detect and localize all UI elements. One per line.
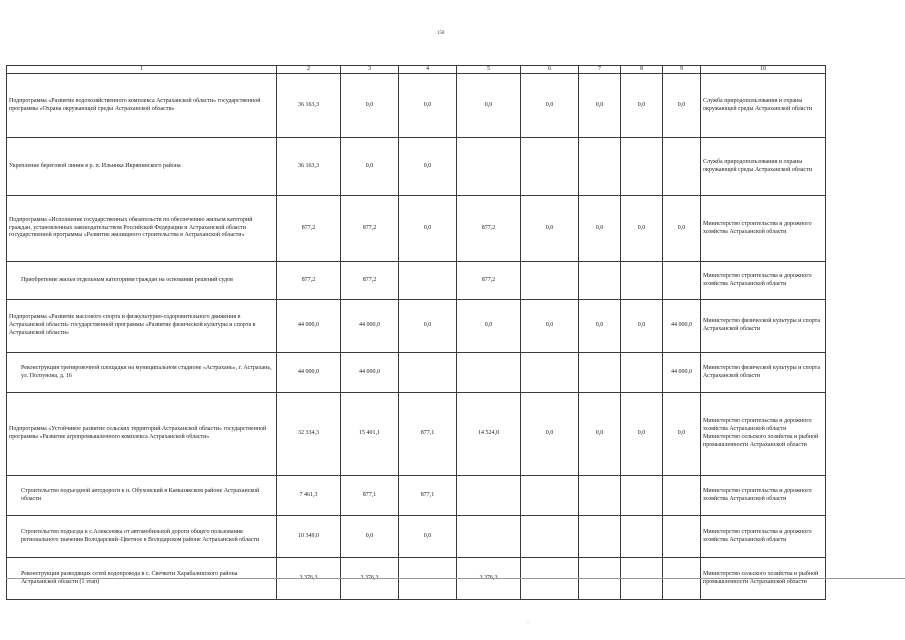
value-cell: [457, 138, 521, 196]
header-cell: 9: [663, 66, 701, 74]
table-header-row: [7, 66, 826, 74]
value-cell: 0,0: [579, 393, 621, 476]
value-cell: 0,0: [663, 74, 701, 138]
value-cell: 3 376,3: [277, 558, 341, 600]
value-cell: [579, 353, 621, 393]
responsible-cell: Служба природопользования и охраны окружающей среды Астраханской области: [701, 138, 826, 196]
program-name-cell: Подпрограмма «Устойчивое развитие сельских территорий Астраханской области» государственной программы «Развитие агропромышленного комплекса Астраханской области»: [7, 393, 277, 476]
header-cell: 2: [277, 66, 341, 74]
table-row: [7, 476, 826, 516]
value-cell: [521, 476, 579, 516]
value-cell: 0,0: [521, 74, 579, 138]
value-cell: 877,1: [341, 476, 399, 516]
value-cell: 0,0: [399, 138, 457, 196]
value-cell: 877,2: [457, 262, 521, 300]
value-cell: 0,0: [579, 300, 621, 353]
value-cell: 0,0: [579, 74, 621, 138]
project-name-cell: Реконструкция тренировочной площадки на муниципальном стадионе «Астрахань», г. Астрахань, ул. Ползунова, д. 16: [7, 353, 277, 393]
table-row: [7, 393, 826, 476]
value-cell: 44 000,0: [663, 353, 701, 393]
value-cell: 0,0: [399, 196, 457, 262]
table-row: [7, 262, 826, 300]
value-cell: [579, 262, 621, 300]
header-cell: 5: [457, 66, 521, 74]
value-cell: 877,1: [399, 393, 457, 476]
value-cell: 0,0: [341, 74, 399, 138]
value-cell: [457, 516, 521, 558]
value-cell: [399, 353, 457, 393]
value-cell: 44 000,0: [277, 353, 341, 393]
responsible-cell: Служба природопользования и охраны окружающей среды Астраханской области: [701, 74, 826, 138]
budget-table: [6, 65, 826, 600]
project-name-cell: Строительство подъездной автодороги к п. Обуховский в Камызякском районе Астраханской области: [7, 476, 277, 516]
value-cell: 36 163,3: [277, 138, 341, 196]
value-cell: [663, 516, 701, 558]
value-cell: 0,0: [457, 74, 521, 138]
value-cell: [521, 262, 579, 300]
value-cell: 32 334,3: [277, 393, 341, 476]
page-number: 158: [437, 31, 445, 36]
header-cell: 8: [621, 66, 663, 74]
value-cell: [663, 138, 701, 196]
value-cell: 0,0: [399, 74, 457, 138]
program-name-cell: Подпрограмма «Развитие водохозяйственного комплекса Астраханской области» государственной программы «Охрана окружающей среды Астраханской области»: [7, 74, 277, 138]
value-cell: 0,0: [621, 196, 663, 262]
table-row: [7, 138, 826, 196]
value-cell: [457, 476, 521, 516]
value-cell: 0,0: [521, 393, 579, 476]
table-row: [7, 353, 826, 393]
header-cell: 1: [7, 66, 277, 74]
value-cell: 877,2: [341, 196, 399, 262]
value-cell: 877,2: [457, 196, 521, 262]
header-cell: 3: [341, 66, 399, 74]
value-cell: 0,0: [621, 74, 663, 138]
value-cell: 0,0: [621, 300, 663, 353]
value-cell: [521, 353, 579, 393]
value-cell: [663, 262, 701, 300]
value-cell: [621, 353, 663, 393]
value-cell: [621, 476, 663, 516]
value-cell: [457, 353, 521, 393]
value-cell: 7 461,3: [277, 476, 341, 516]
project-name-cell: Укрепление береговой линии в р. п. Ильинка Икрянинского района: [7, 138, 277, 196]
value-cell: 877,1: [399, 476, 457, 516]
responsible-cell: Министерство строительства и дорожного хозяйства Астраханской области: [701, 196, 826, 262]
value-cell: 10 349,0: [277, 516, 341, 558]
header-cell: 7: [579, 66, 621, 74]
value-cell: 36 163,3: [277, 74, 341, 138]
header-cell: 6: [521, 66, 579, 74]
responsible-cell: Министерство строительства и дорожного хозяйства Астраханской области: [701, 476, 826, 516]
value-cell: 0,0: [341, 516, 399, 558]
value-cell: 0,0: [663, 393, 701, 476]
value-cell: [621, 262, 663, 300]
value-cell: [399, 262, 457, 300]
responsible-cell: Министерство строительства и дорожного хозяйства Астраханской области: [701, 262, 826, 300]
project-name-cell: Строительство подъезда к с.Алексеевка от автомобильной дороги общего пользования регионального значения Володарский–Цветное в Володарском районе Астраханской области: [7, 516, 277, 558]
table-row: [7, 196, 826, 262]
value-cell: [521, 516, 579, 558]
header-cell: 10: [701, 66, 826, 74]
value-cell: 877,2: [277, 262, 341, 300]
value-cell: 44 000,0: [277, 300, 341, 353]
value-cell: [579, 516, 621, 558]
program-name-cell: Подпрограмма «Развитие массового спорта и физкультурно-оздоровительного движения в Астраханской области» государственной программы «Развитие физической культуры и спорта в Астраханской области»: [7, 300, 277, 353]
value-cell: 0,0: [399, 516, 457, 558]
value-cell: 0,0: [399, 300, 457, 353]
value-cell: 0,0: [663, 196, 701, 262]
value-cell: 877,2: [277, 196, 341, 262]
responsible-cell: Министерство строительства и дорожного хозяйства Астраханской области Министерство сельского хозяйства и рыбной промышленности Астраханской области: [701, 393, 826, 476]
table-body: [7, 66, 826, 600]
value-cell: 877,2: [341, 262, 399, 300]
page-edge-line: [6, 578, 905, 579]
value-cell: 0,0: [341, 138, 399, 196]
value-cell: [579, 476, 621, 516]
scan-dot: ·: [527, 620, 529, 626]
project-name-cell: Приобретение жилья отдельным категориям граждан на основании решений судов: [7, 262, 277, 300]
value-cell: 44 000,0: [663, 300, 701, 353]
value-cell: 44 000,0: [341, 353, 399, 393]
value-cell: [621, 138, 663, 196]
table-row: [7, 74, 826, 138]
value-cell: 14 524,0: [457, 393, 521, 476]
table-row: [7, 516, 826, 558]
responsible-cell: Министерство физической культуры и спорта Астраханской области: [701, 300, 826, 353]
program-name-cell: Подпрограмма «Исполнение государственных обязательств по обеспечению жильем категорий граждан, установленных законодательством Российской Федерации и Астраханской области государственной программы «Развитие жилищного строительства в Астраханской области»: [7, 196, 277, 262]
table-row: [7, 300, 826, 353]
value-cell: 0,0: [457, 300, 521, 353]
value-cell: [579, 138, 621, 196]
value-cell: 44 000,0: [341, 300, 399, 353]
value-cell: 3 376,3: [457, 558, 521, 600]
value-cell: 15 401,1: [341, 393, 399, 476]
value-cell: [663, 476, 701, 516]
value-cell: 0,0: [579, 196, 621, 262]
value-cell: [621, 516, 663, 558]
value-cell: 0,0: [521, 300, 579, 353]
responsible-cell: Министерство строительства и дорожного хозяйства Астраханской области: [701, 516, 826, 558]
responsible-cell: Министерство физической культуры и спорта Астраханской области: [701, 353, 826, 393]
responsible-cell: Министерство сельского хозяйства и рыбной промышленности Астраханской области: [701, 558, 826, 600]
value-cell: 0,0: [521, 196, 579, 262]
project-name-cell: Реконструкция разводящих сетей водопровода в с. Свечкоти Харабалинского района Астраханской области (1 этап): [7, 558, 277, 600]
value-cell: [521, 138, 579, 196]
header-cell: 4: [399, 66, 457, 74]
value-cell: 3 376,3: [341, 558, 399, 600]
value-cell: 0,0: [621, 393, 663, 476]
